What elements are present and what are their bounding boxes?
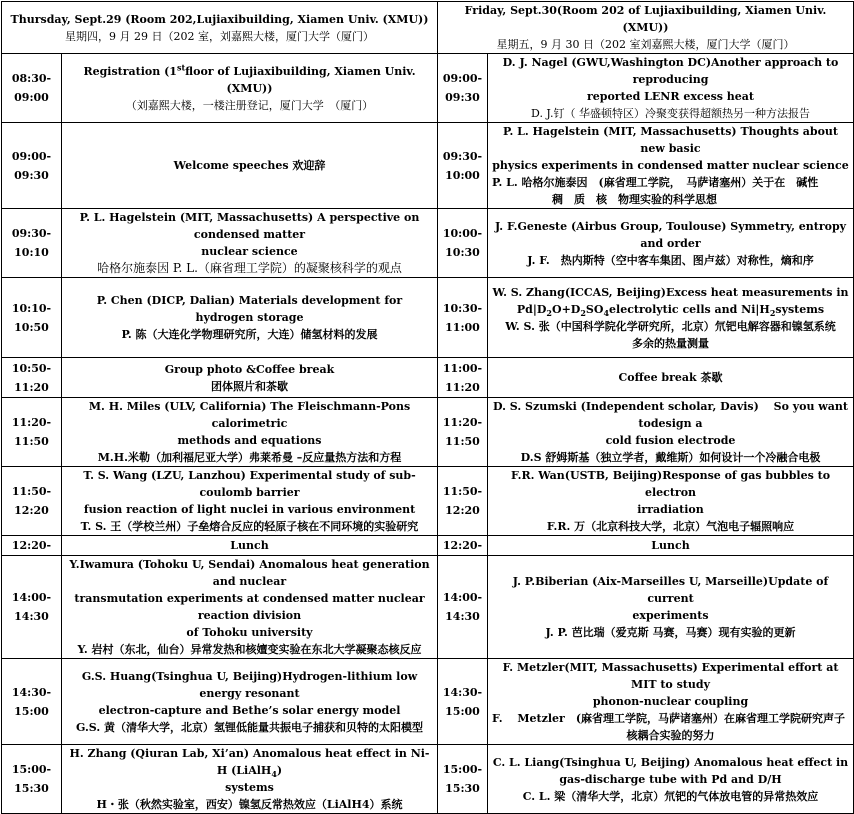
session-title-zh: （刘嘉熙大楼，一楼注册登记，厦门大学 （厦门） [125,98,374,112]
schedule-body [1,53,854,814]
friday-header-en: Friday, Sept.30(Room 202 of Lujiaxibuilding, Xiamen Univ. (XMU)) [464,4,827,34]
fri-time-cell: 14:30- 15:00 [438,659,488,745]
thu-session-cell: H. Zhang (Qiuran Lab, Xi’an) Anomalous heat effect in Ni-H (LiAlH$_4$) systems H・张（秋然实验室，西安）镍氢反常热效应（LiAlH4）系统 [62,745,438,814]
session-title: Registration (1stfloor of Lujiaxibuilding, Xiamen Univ. (XMU)) [83,61,416,95]
table-row [2,659,854,745]
fri-time-cell: 12:20- [438,536,488,556]
thursday-header [2,2,438,54]
fri-time-cell: 11:20- 11:50 [438,398,488,467]
fri-time-cell: 11:50- 12:20 [438,467,488,536]
fri-session-cell: F. Metzler(MIT, Massachusetts) Experimental effort at MIT to study phonon-nuclear coupling F. Metzler (麻省理工学院，马萨诸塞州）在麻省理工学院研究声子 核耦合实验的努力 [488,659,854,745]
thu-time-cell: 10:10- 10:50 [2,278,62,358]
thu-session-cell [62,123,438,209]
session-title: Welcome speeches 欢迎辞 [173,159,326,172]
thu-time-cell: 14:00- 14:30 [2,556,62,659]
table-row [2,467,854,536]
header-row [2,2,854,54]
fri-time-cell: 14:00- 14:30 [438,556,488,659]
fri-session-cell: F.R. Wan(USTB, Beijing)Response of gas bubbles to electron irradiation F.R. 万（北京科技大学，北京）气泡电子辐照响应 [488,467,854,536]
fri-session-cell: Coffee break 茶歇 [488,358,854,398]
fri-time-cell: 10:00- 10:30 [438,209,488,278]
fri-time-cell: 11:00- 11:20 [438,358,488,398]
thu-session-cell: G.S. Huang(Tsinghua U, Beijing)Hydrogen-lithium low energy resonant electron-capture and Bethe’s solar energy model G.S. 黄（清华大学，北京）氢锂低能量共振电子捕获和贝特的太阳模型 [62,659,438,745]
thu-time-cell: 09:30- 10:10 [2,209,62,278]
thu-session-cell: T. S. Wang (LZU, Lanzhou) Experimental study of sub-coulomb barrier fusion reaction of light nuclei in various environment T. S. 王（学校兰州）子垒熔合反应的轻原子核在不同环境的实验研究 [62,467,438,536]
thu-session-cell: M. H. Miles (ULV, California) The Fleischmann-Pons calorimetric methods and equations M.H.米勒（加利福尼亚大学）弗莱希曼 –反应量热方法和方程 [62,398,438,467]
thu-session-cell [62,54,438,123]
fri-time-cell: 15:00- 15:30 [438,745,488,814]
thu-time-cell: 12:20- [2,536,62,556]
fri-session-cell: W. S. Zhang(ICCAS, Beijing)Excess heat measurements in $Pd|D_2O+D_2SO_4electrolytic$ cells and $Ni|H_2systems$ W. S. 张（中国科学院化学研究所，北京）氘钯电解容器和镍氢系统 多余的热量测量 [488,278,854,358]
fri-session-cell: J. F.Geneste (Airbus Group, Toulouse) Symmetry, entropy and order J. F. 热内斯特（空中客车集团、图卢兹）对称性，熵和序 [488,209,854,278]
table-row [2,278,854,358]
thursday-header-zh: 星期四，9 月 29 日（202 室，刘嘉熙大楼，厦门大学（厦门） [65,29,374,43]
thu-time-cell: 11:20- 11:50 [2,398,62,467]
table-row [2,123,854,209]
thu-session-cell: P. L. Hagelstein (MIT, Massachusetts) A perspective on condensed matter nuclear science 哈格尔施泰因 P. L.（麻省理工学院）的凝聚核科学的观点 [62,209,438,278]
table-row [2,358,854,398]
friday-header-zh: 星期五，9 月 30 日（202 室刘嘉熙大楼，厦门大学（厦门） [496,38,795,51]
thu-time-cell: 14:30- 15:00 [2,659,62,745]
table-row [2,209,854,278]
thu-session-cell: Y.Iwamura (Tohoku U, Sendai) Anomalous heat generation and nuclear transmutation experiments at condensed matter nuclear reaction division of Tohoku university Y. 岩村（东北，仙台）异常发热和核嬗变实验在东北大学凝聚态核反应 [62,556,438,659]
friday-header [438,2,854,54]
fri-session-cell: Lunch [488,536,854,556]
fri-session-cell: J. P.Biberian (Aix-Marseilles U, Marseille)Update of current experiments J. P. 芭比瑞（爱克斯 马赛，马赛）现有实验的更新 [488,556,854,659]
fri-session-cell: P. L. Hagelstein (MIT, Massachusetts) Thoughts about new basic physics experiments in condensed matter nuclear science P. L. 哈格尔施泰因 (麻省理工学院， 马萨诸塞州）关于在 碱性 稠 质 核 物理实验的科学思想 [488,123,854,209]
fri-time-cell: 10:30- 11:00 [438,278,488,358]
fri-time-cell: 09:00- 09:30 [438,54,488,123]
fri-session-cell: D. S. Szumski (Independent scholar, Davis) So you want todesign a cold fusion electrode D.S 舒姆斯基（独立学者，戴维斯）如何设计一个冷融合电极 [488,398,854,467]
thu-session-cell: Lunch [62,536,438,556]
fri-session-cell: D. J. Nagel (GWU,Washington DC)Another approach to reproducing reported LENR excess heat D. J.钉（ 华盛顿特区）冷聚变获得超额热另一种方法报告 [488,54,854,123]
table-row [2,745,854,814]
table-row [2,54,854,123]
session-title-zh: D. J.钉（ 华盛顿特区）冷聚变获得超额热另一种方法报告 [531,107,810,120]
thu-time-cell: 08:30- 09:00 [2,54,62,123]
table-row [2,398,854,467]
schedule-table [1,1,854,54]
table-row [2,556,854,659]
table-row [2,536,854,556]
fri-time-cell: 09:30- 10:00 [438,123,488,209]
thu-session-cell: P. Chen (DICP, Dalian) Materials development for hydrogen storage P. 陈（大连化学物理研究所，大连）储氢材料的发展 [62,278,438,358]
thu-time-cell: 15:00- 15:30 [2,745,62,814]
thursday-header-en: Thursday, Sept.29 (Room 202,Lujiaxibuilding, Xiamen Univ. (XMU)) [10,12,429,26]
thu-time-cell: 09:00- 09:30 [2,123,62,209]
thu-session-cell: Group photo &Coffee break 团体照片和茶歇 [62,358,438,398]
thu-time-cell: 11:50- 12:20 [2,467,62,536]
fri-session-cell: C. L. Liang(Tsinghua U, Beijing) Anomalous heat effect in gas-discharge tube with Pd and D/H C. L. 梁（清华大学，北京）氘钯的气体放电管的异常热效应 [488,745,854,814]
thu-time-cell: 10:50- 11:20 [2,358,62,398]
